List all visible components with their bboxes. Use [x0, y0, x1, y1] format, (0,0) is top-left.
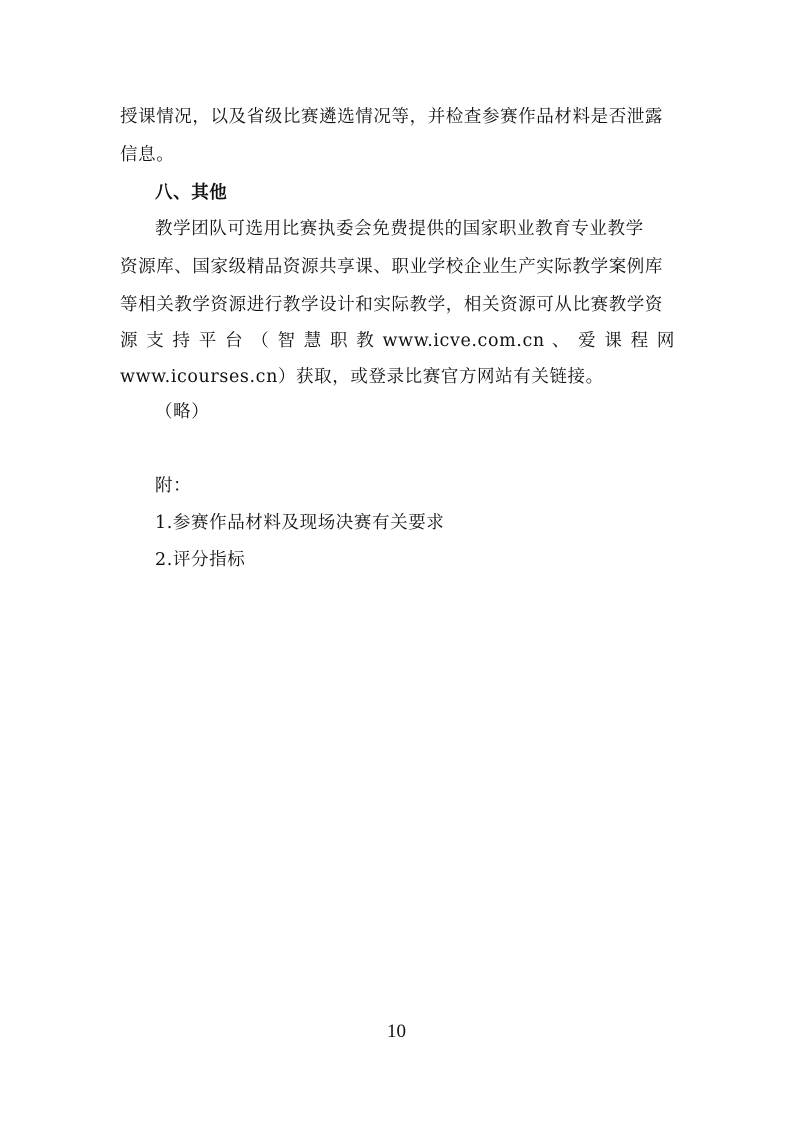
- body-text-line: www.icourses.cn）获取，或登录比赛官方网站有关链接。: [120, 367, 604, 387]
- attachment-item: 1.参赛作品材料及现场决赛有关要求: [155, 513, 445, 533]
- body-text-line: 资源库、国家级精品资源共享课、职业学校企业生产实际教学案例库: [120, 257, 663, 277]
- page-number: 10: [387, 1021, 406, 1042]
- body-text-line-justified: 源 支 持 平 台 （ 智 慧 职 教 www.icve.com.cn 、 爱 课 程 网: [120, 331, 675, 351]
- omitted-note: （略）: [155, 402, 210, 422]
- body-text-line: 信息。: [120, 145, 175, 165]
- attachment-label: 附：: [155, 476, 192, 496]
- attachment-item: 2.评分指标: [155, 550, 246, 570]
- body-text-line: 教学团队可选用比赛执委会免费提供的国家职业教育专业教学: [155, 219, 644, 239]
- body-text-line: 授课情况，以及省级比赛遴选情况等，并检查参赛作品材料是否泄露: [120, 107, 663, 127]
- body-text-line: 等相关教学资源进行教学设计和实际教学，相关资源可从比赛教学资: [120, 295, 663, 315]
- section-heading: 八、其他: [155, 183, 228, 203]
